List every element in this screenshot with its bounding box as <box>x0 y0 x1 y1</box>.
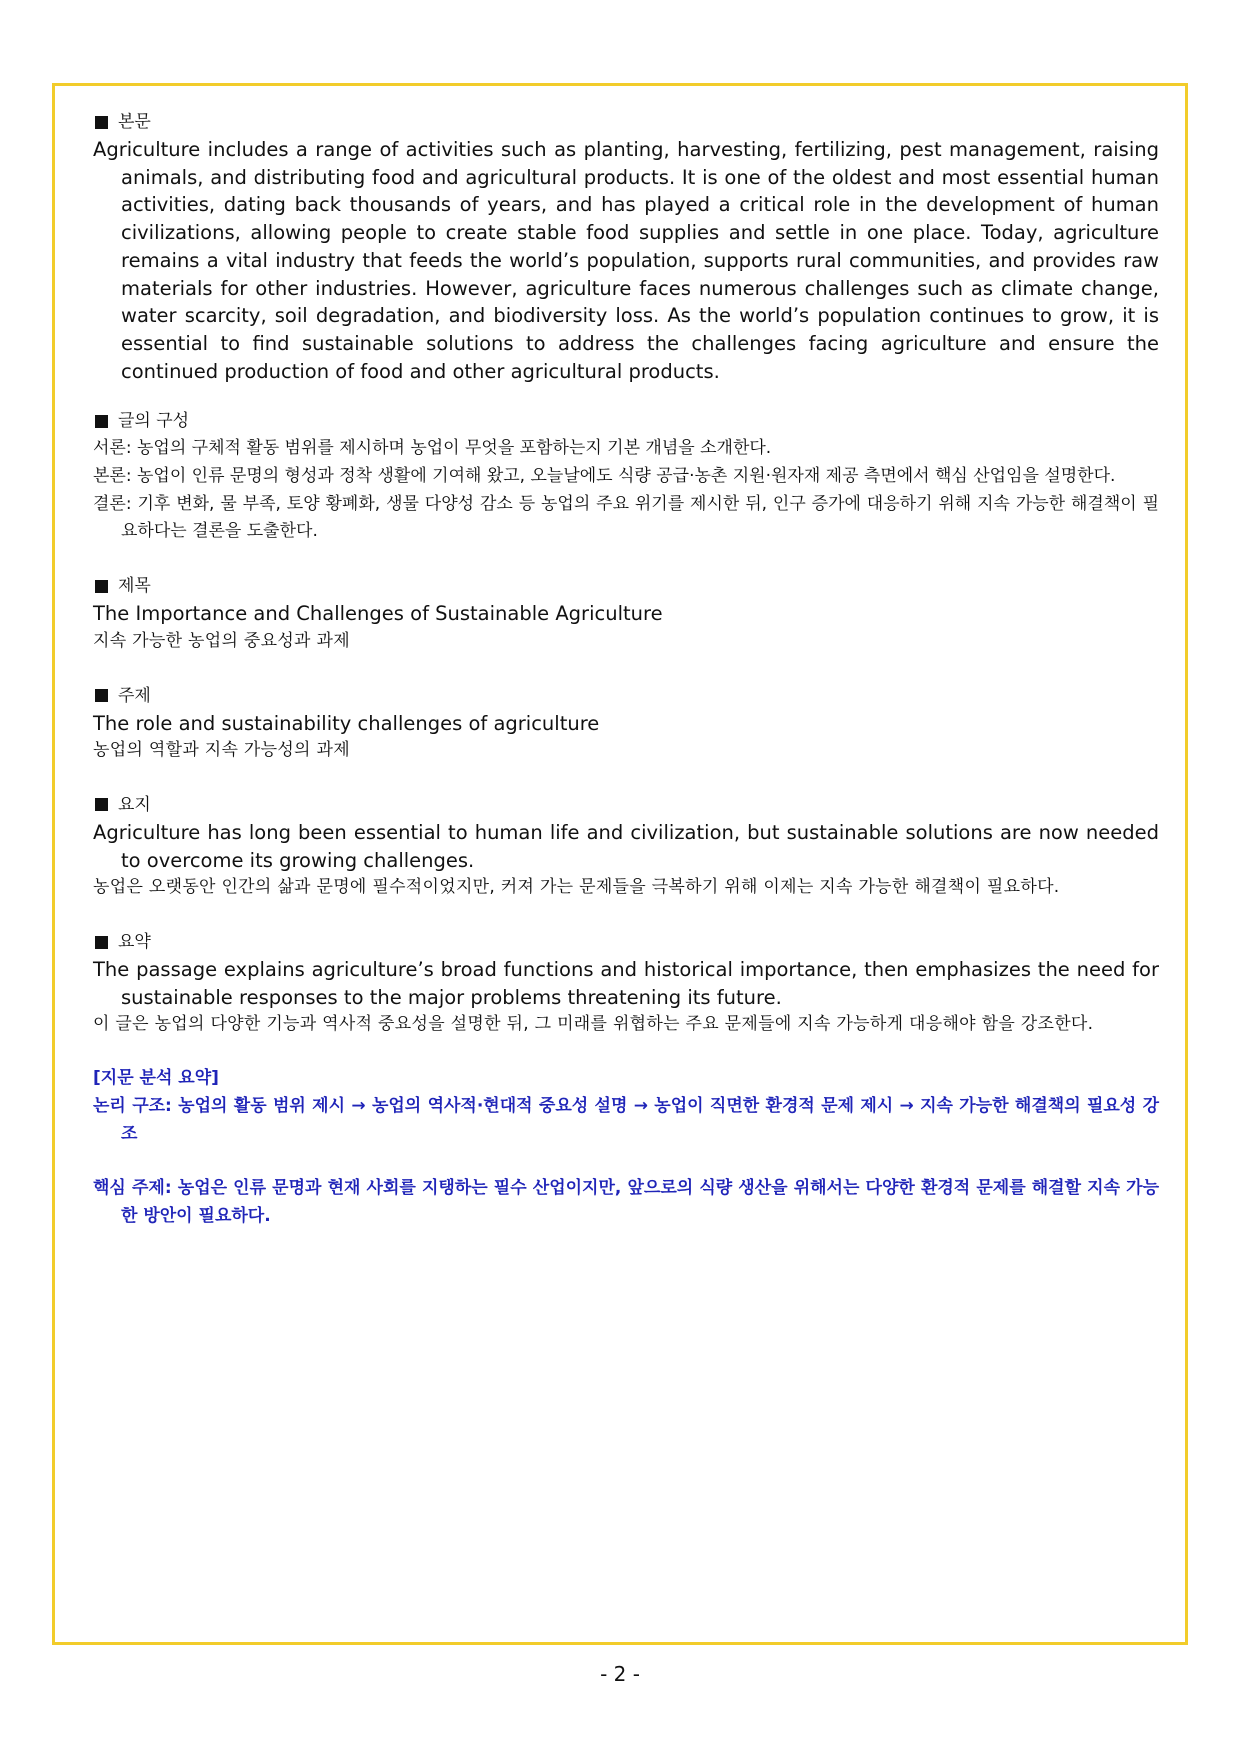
structure-intro: 서론: 농업의 구체적 활동 범위를 제시하며 농업이 무엇을 포함하는지 기본 개념을 소개한다. <box>93 438 772 459</box>
title-ko: 지속 가능한 농업의 중요성과 과제 <box>93 630 350 651</box>
analysis-title: [지문 분석 요약] <box>93 1068 219 1089</box>
heading-label: 요지 <box>118 794 151 815</box>
section-heading <box>93 572 1159 600</box>
theme-en: The role and sustainability challenges of agriculture <box>93 711 600 735</box>
heading-label: 주제 <box>118 685 151 706</box>
title-en: The Importance and Challenges of Sustainable Agriculture <box>93 602 663 626</box>
structure-conclusion: 결론: 기후 변화, 물 부족, 토양 황폐화, 생물 다양성 감소 등 농업의 주요 위기를 제시한 뒤, 인구 증가에 대응하기 위해 지속 가능한 해결책이 필요하다는 결론을 도출한다. <box>93 493 1159 542</box>
body-paragraph: Agriculture includes a range of activities such as planting, harvesting, fertilizing, pest management, raising animals, and distributing food and agricultural products. It is one of the oldest and most essential human activities, dating back thousands of years, and has played a critical role in the development of human civilizations, allowing people to create stable food supplies and settle in one place. Today, agriculture remains a vital industry that feeds the world’s population, supports rural communities, and provides raw materials for other industries. However, agriculture faces numerous challenges such as climate change, water scarcity, soil degradation, and biodiversity loss. As the world’s population continues to grow, it is essential to find sustainable solutions to address the challenges facing agriculture and ensure the continued production of food and other agricultural products. <box>93 138 1159 383</box>
page-number: - 2 - <box>600 1662 640 1686</box>
structure-main: 본론: 농업이 인류 문명의 형성과 정착 생활에 기여해 왔고, 오늘날에도 식량 공급·농촌 지원·원자재 제공 측면에서 핵심 산업임을 설명한다. <box>93 466 1116 487</box>
gist-en: Agriculture has long been essential to human life and civilization, but sustainable solutions are now needed to overcome its growing challenges. <box>93 820 1159 872</box>
square-bullet-icon <box>95 936 108 949</box>
page-content <box>93 108 1159 1258</box>
theme-ko: 농업의 역할과 지속 가능성의 과제 <box>93 740 350 761</box>
heading-label: 요약 <box>118 932 151 953</box>
gist-ko: 농업은 오랫동안 인간의 삶과 문명에 필수적이었지만, 커져 가는 문제들을 극복하기 위해 이제는 지속 가능한 해결책이 필요하다. <box>93 877 1060 898</box>
section-heading <box>93 791 1159 819</box>
heading-label: 글의 구성 <box>118 411 190 432</box>
section-heading <box>93 682 1159 710</box>
section-summary <box>93 928 1159 1039</box>
heading-label: 본문 <box>118 112 151 132</box>
analysis-core: 핵심 주제: 농업은 인류 문명과 현재 사회를 지탱하는 필수 산업이지만, 앞으로의 식량 생산을 위해서는 다양한 환경적 문제를 해결할 지속 가능한 방안이 필요하다. <box>93 1178 1159 1226</box>
square-bullet-icon <box>95 116 108 129</box>
section-heading <box>93 928 1159 956</box>
section-theme <box>93 682 1159 765</box>
heading-label: 제목 <box>118 576 151 597</box>
section-heading <box>93 407 1159 435</box>
section-heading <box>93 108 1159 136</box>
square-bullet-icon <box>95 689 108 702</box>
section-gist <box>93 791 1159 902</box>
square-bullet-icon <box>95 415 108 428</box>
analysis-logic: 논리 구조: 농업의 활동 범위 제시 → 농업의 역사적·현대적 중요성 설명 → 농업이 직면한 환경적 문제 제시 → 지속 가능한 해결책의 필요성 강조 <box>93 1095 1159 1144</box>
section-structure <box>93 407 1159 546</box>
summary-ko: 이 글은 농업의 다양한 기능과 역사적 중요성을 설명한 뒤, 그 미래를 위협하는 주요 문제들에 지속 가능하게 대응해야 함을 강조한다. <box>93 1014 1094 1035</box>
square-bullet-icon <box>95 580 108 593</box>
section-body <box>93 108 1159 385</box>
section-title <box>93 572 1159 655</box>
analysis-box <box>93 1065 1159 1231</box>
summary-en: The passage explains agriculture’s broad functions and historical importance, then emphasizes the need for sustainable responses to the major problems threatening its future. <box>93 958 1159 1009</box>
square-bullet-icon <box>95 798 108 811</box>
